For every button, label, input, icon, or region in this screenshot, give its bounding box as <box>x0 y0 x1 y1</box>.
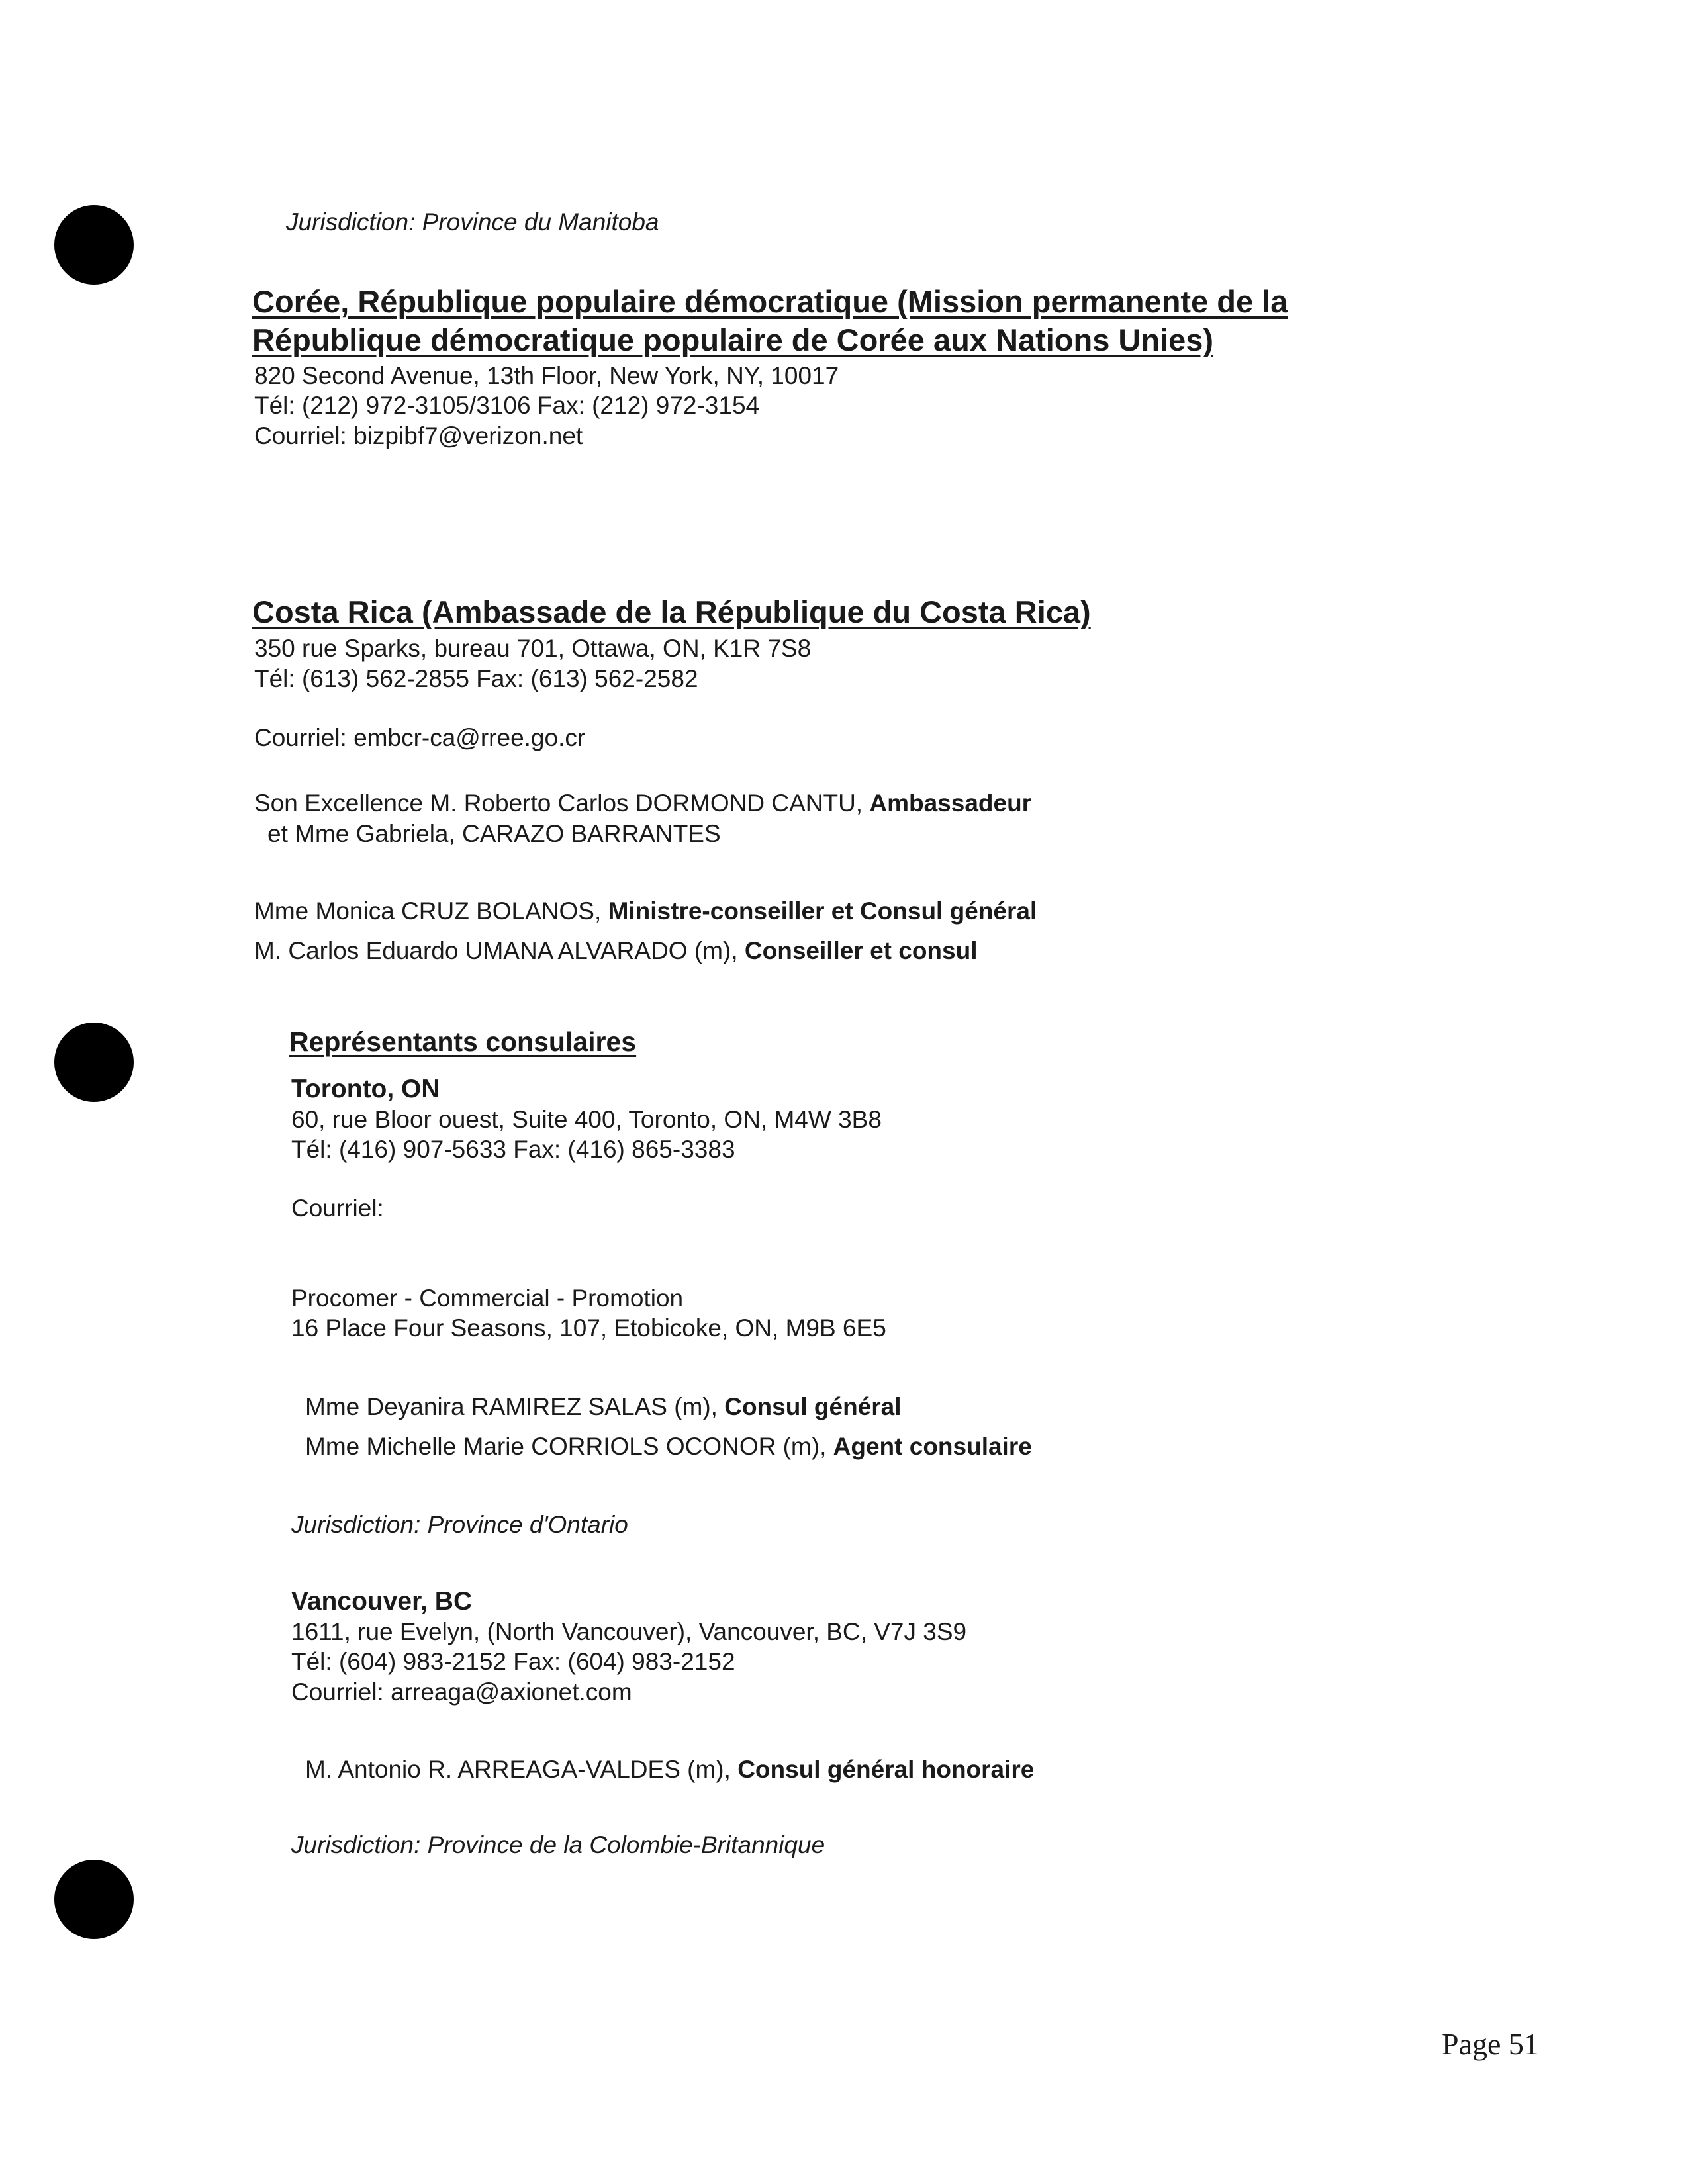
vancouver-staff-line-1 <box>305 1755 1034 1784</box>
staff-title: Consul général <box>724 1393 902 1420</box>
staff-name: Mme Monica CRUZ BOLANOS, <box>254 897 608 925</box>
korea-phone: Tél: (212) 972-3105/3106 Fax: (212) 972-3154 <box>254 392 760 419</box>
staff-title: Agent consulaire <box>833 1433 1032 1460</box>
staff-name: M. Carlos Eduardo UMANA ALVARADO (m), <box>254 937 745 964</box>
korea-heading-line2: République démocratique populaire de Corée aux Nations Unies) <box>252 322 1214 357</box>
staff-title: Consul général honoraire <box>737 1756 1035 1783</box>
ambassador-name: Son Excellence M. Roberto Carlos DORMOND CANTU, <box>254 790 870 817</box>
staff-line-2 <box>254 936 977 966</box>
ambassador-title: Ambassadeur <box>869 790 1032 817</box>
toronto-city: Toronto, ON <box>291 1075 440 1103</box>
korea-heading-line1: Corée, République populaire démocratique (Mission permanente de la <box>252 284 1288 319</box>
korea-email: Courriel: bizpibf7@verizon.net <box>254 422 583 449</box>
staff-name: M. Antonio R. ARREAGA-VALDES (m), <box>305 1756 738 1783</box>
korea-address: 820 Second Avenue, 13th Floor, New York, NY, 10017 <box>254 362 839 389</box>
vancouver-phone: Tél: (604) 983-2152 Fax: (604) 983-2152 <box>291 1648 735 1675</box>
page-number: Page 51 <box>1442 2027 1539 2061</box>
staff-title: Ministre-conseiller et Consul général <box>608 897 1037 925</box>
toronto-staff-line-2 <box>305 1432 1032 1461</box>
toronto-phone: Tél: (416) 907-5633 Fax: (416) 865-3383 <box>291 1136 735 1163</box>
ontario-jurisdiction: Jurisdiction: Province d'Ontario <box>291 1511 628 1538</box>
costa-rica-email: Courriel: embcr-ca@rree.go.cr <box>254 724 586 751</box>
bc-jurisdiction: Jurisdiction: Province de la Colombie-Britannique <box>291 1831 825 1858</box>
costa-rica-address: 350 rue Sparks, bureau 701, Ottawa, ON, K1R 7S8 <box>254 635 812 662</box>
toronto-staff-line-1 <box>305 1392 902 1422</box>
ambassador-spouse: et Mme Gabriela, CARAZO BARRANTES <box>267 820 721 847</box>
toronto-address: 60, rue Bloor ouest, Suite 400, Toronto, ON, M4W 3B8 <box>291 1106 882 1133</box>
toronto-email: Courriel: <box>291 1195 384 1222</box>
procomer-office-address: 16 Place Four Seasons, 107, Etobicoke, ON, M9B 6E5 <box>291 1314 886 1342</box>
costa-rica-phone: Tél: (613) 562-2855 Fax: (613) 562-2582 <box>254 665 698 692</box>
staff-name: Mme Deyanira RAMIREZ SALAS (m), <box>305 1393 725 1420</box>
consular-heading: Représentants consulaires <box>289 1026 637 1057</box>
staff-line-1 <box>254 897 1037 926</box>
staff-title: Conseiller et consul <box>744 937 978 964</box>
vancouver-email: Courriel: arreaga@axionet.com <box>291 1678 632 1706</box>
binder-hole-top <box>54 205 134 285</box>
binder-hole-middle <box>54 1023 134 1102</box>
vancouver-city: Vancouver, BC <box>291 1587 473 1615</box>
vancouver-address: 1611, rue Evelyn, (North Vancouver), Vancouver, BC, V7J 3S9 <box>291 1618 967 1645</box>
ambassador-line <box>254 789 1031 818</box>
manitoba-jurisdiction: Jurisdiction: Province du Manitoba <box>286 208 659 236</box>
binder-hole-bottom <box>54 1860 134 1939</box>
procomer-office-name: Procomer - Commercial - Promotion <box>291 1285 684 1312</box>
staff-name: Mme Michelle Marie CORRIOLS OCONOR (m), <box>305 1433 833 1460</box>
costa-rica-heading: Costa Rica (Ambassade de la République du Costa Rica) <box>252 594 1091 629</box>
